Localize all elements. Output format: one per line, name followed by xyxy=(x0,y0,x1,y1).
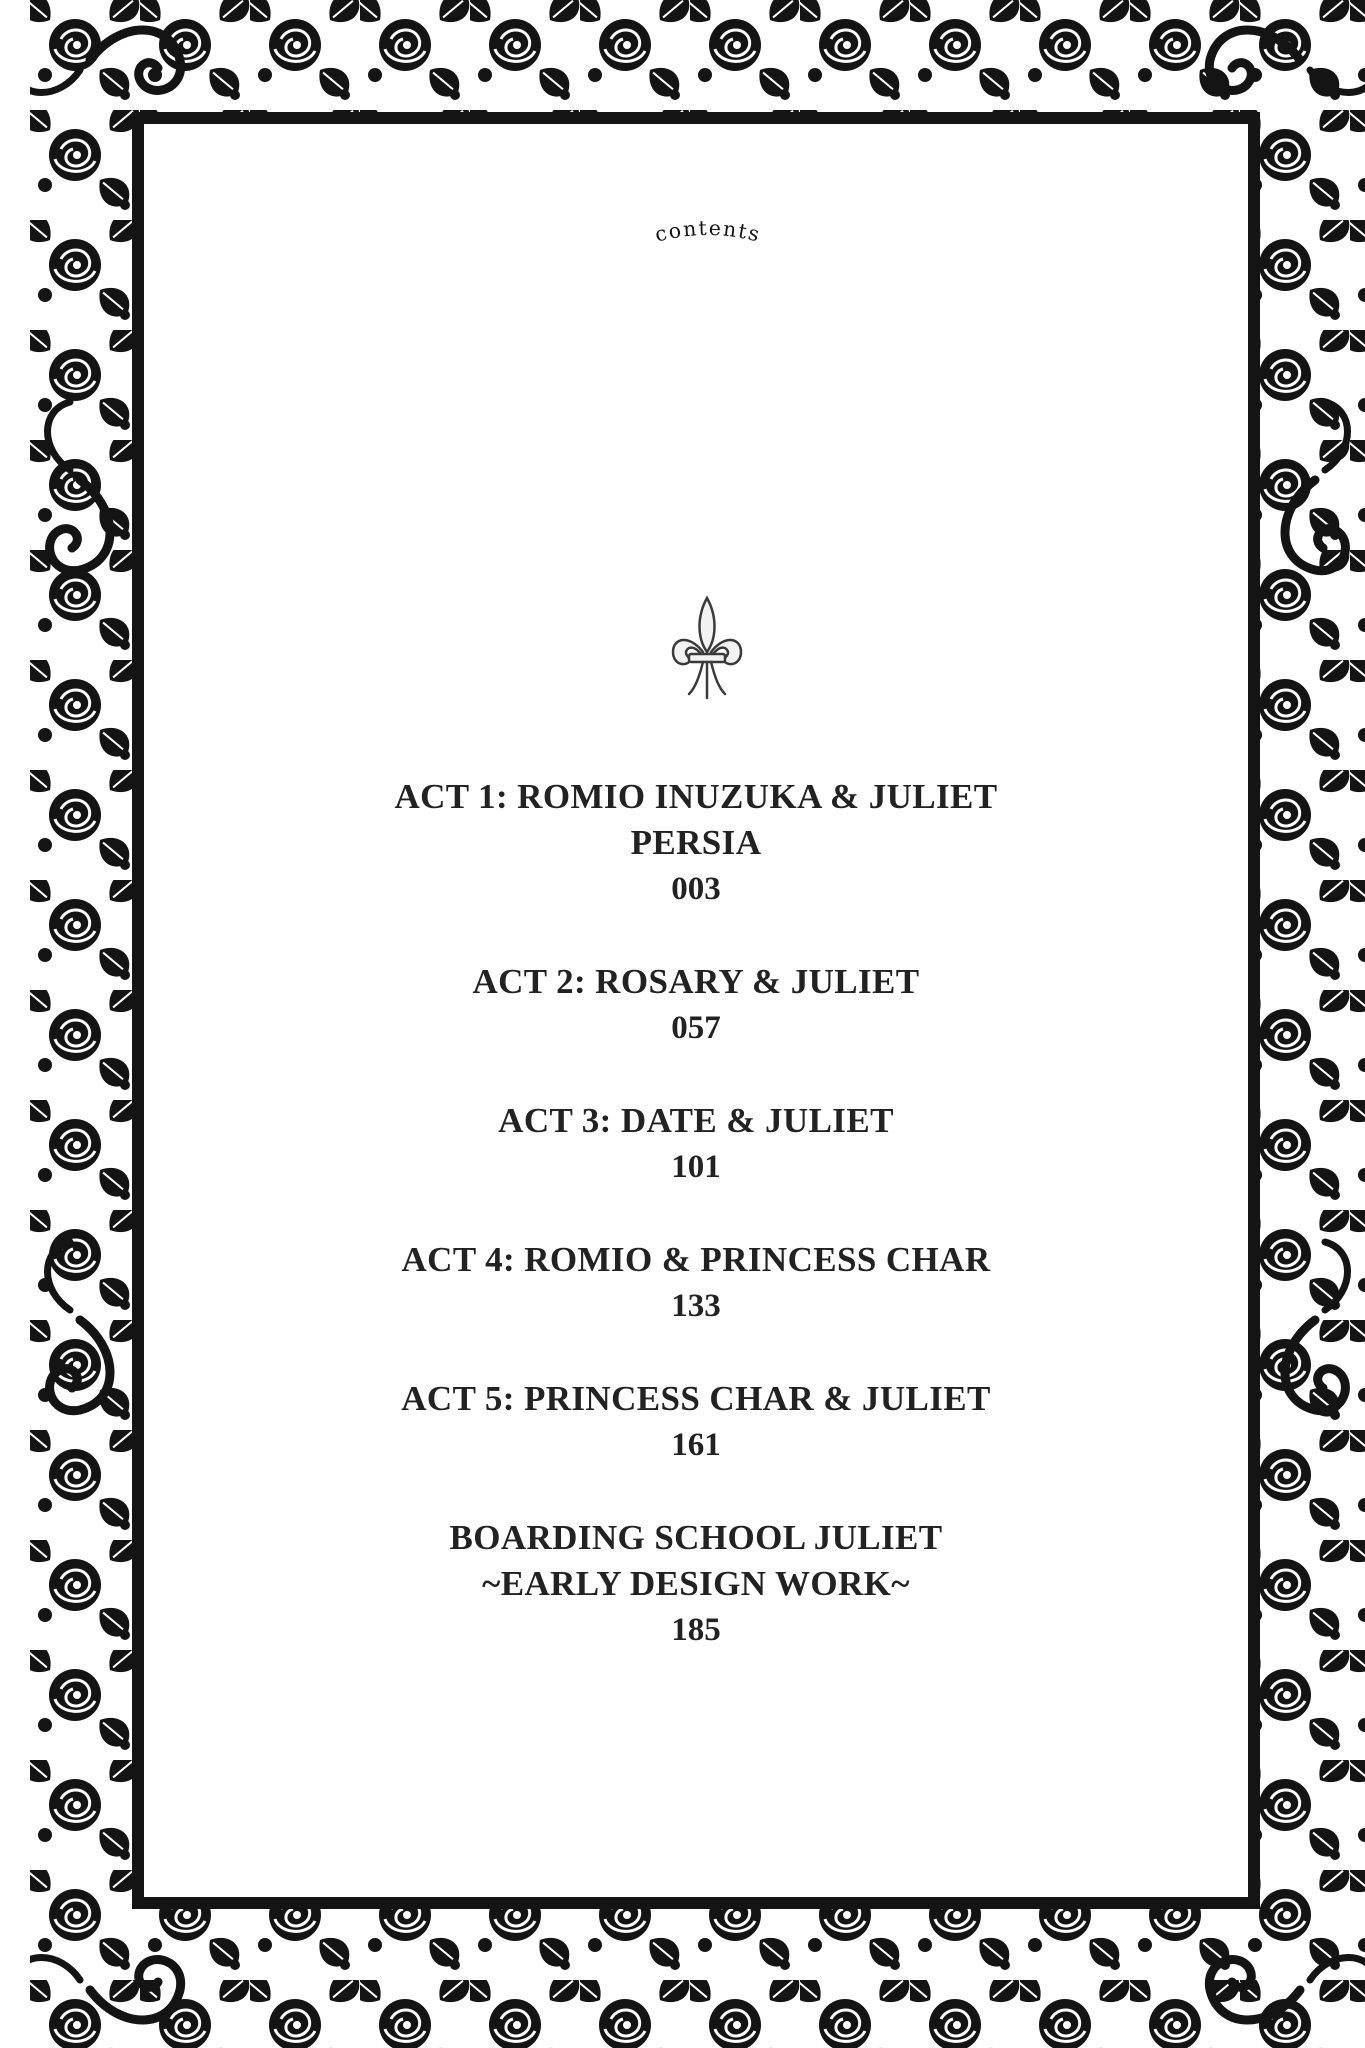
toc-list xyxy=(144,774,1248,1700)
toc-entry xyxy=(144,959,1248,1051)
toc-entry xyxy=(144,1376,1248,1468)
entry-page-number: 133 xyxy=(671,1288,721,1324)
toc-entry xyxy=(144,1098,1248,1190)
toc-entry xyxy=(144,1237,1248,1329)
entry-title-line: ACT 3: DATE & JULIET xyxy=(498,1101,894,1140)
entry-title-line: ACT 4: ROMIO & PRINCESS CHAR xyxy=(401,1240,991,1279)
entry-page-number: 101 xyxy=(671,1149,721,1185)
entry-title-line: ACT 2: ROSARY & JULIET xyxy=(472,962,920,1001)
entry-title-line: ACT 5: PRINCESS CHAR & JULIET xyxy=(401,1379,991,1418)
fleur-de-lis-icon xyxy=(669,594,745,704)
entry-page-number: 161 xyxy=(671,1427,721,1463)
entry-page-number: 057 xyxy=(671,1010,721,1046)
entry-title-line: BOARDING SCHOOL JULIET xyxy=(449,1518,943,1557)
svg-text:contents xyxy=(653,216,764,247)
contents-panel xyxy=(132,112,1260,1909)
entry-title-line: ACT 1: ROMIO INUZUKA & JULIET xyxy=(394,777,998,816)
entry-title-line: PERSIA xyxy=(630,823,762,862)
entry-title-line: ~EARLY DESIGN WORK~ xyxy=(482,1564,910,1603)
entry-page-number: 003 xyxy=(671,871,721,907)
toc-entry xyxy=(144,774,1248,912)
entry-page-number: 185 xyxy=(671,1612,721,1648)
title-text: contents xyxy=(652,215,764,247)
contents-title xyxy=(144,124,1272,304)
toc-entry xyxy=(144,1515,1248,1653)
